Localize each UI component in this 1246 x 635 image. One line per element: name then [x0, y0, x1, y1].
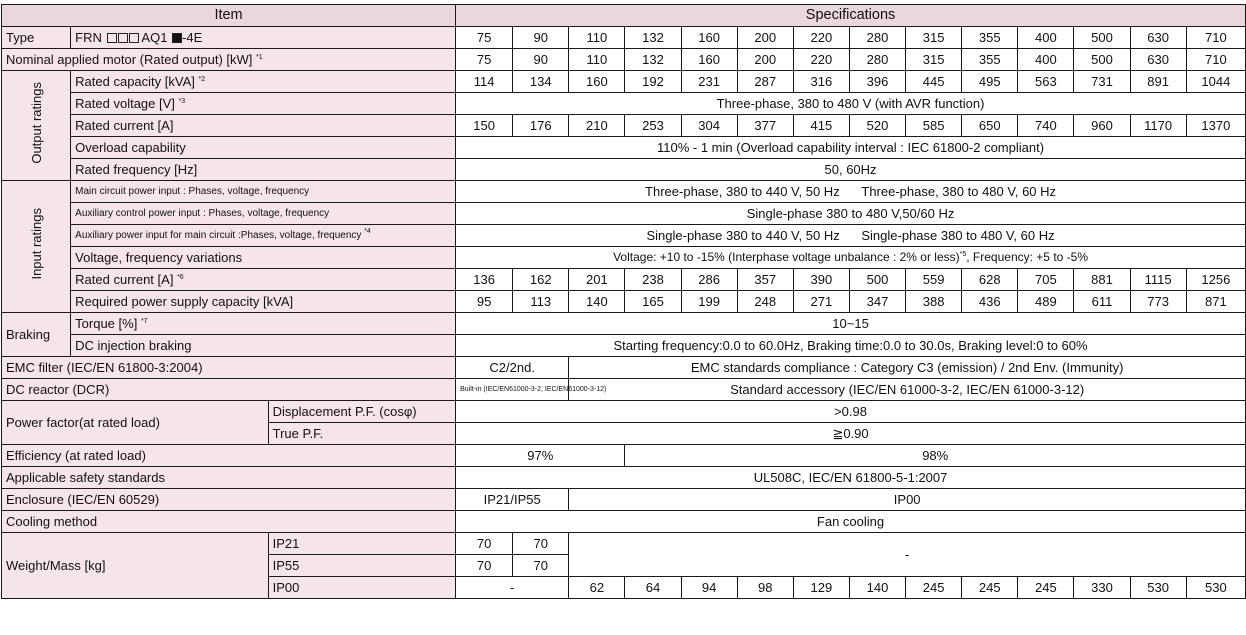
motor-value: 315 — [906, 49, 962, 71]
efficiency-row — [2, 445, 1246, 467]
torque-row — [2, 313, 1246, 335]
frequency-value: 50, 60Hz — [456, 159, 1246, 181]
input-current-value: 1115 — [1130, 269, 1186, 291]
capacity-value: 445 — [906, 71, 962, 93]
safety-row — [2, 467, 1246, 489]
motor-value: 110 — [569, 49, 625, 71]
input-current-value: 390 — [793, 269, 849, 291]
supply-value: 140 — [569, 291, 625, 313]
motor-value: 90 — [513, 49, 569, 71]
type-value: 132 — [625, 27, 681, 49]
input-current-value: 238 — [625, 269, 681, 291]
emc-label: EMC filter (IEC/EN 61800-3:2004) — [2, 357, 456, 379]
type-value: 630 — [1130, 27, 1186, 49]
variations-value: Voltage: +10 to -15% (Interphase voltage unbalance : 2% or less)$^{*5}$, Frequency: +5 to -5% — [456, 247, 1246, 269]
output-current-value: 740 — [1018, 115, 1074, 137]
aux-main-value: Single-phase 380 to 440 V, 50 Hz Single-phase 380 to 480 V, 60 Hz — [456, 225, 1246, 247]
motor-value: 710 — [1186, 49, 1245, 71]
supply-label: Required power supply capacity [kVA] — [71, 291, 456, 313]
variations-label: Voltage, frequency variations — [71, 247, 456, 269]
weight-ip00-value: 245 — [906, 577, 962, 599]
output-current-value: 415 — [793, 115, 849, 137]
weight-ip21-value: 70 — [456, 533, 513, 555]
input-current-value: 1256 — [1186, 269, 1245, 291]
weight-ip55-value: 70 — [513, 555, 569, 577]
dcr-label: DC reactor (DCR) — [2, 379, 456, 401]
empty-box-icon — [129, 33, 139, 43]
input-current-value: 559 — [906, 269, 962, 291]
cooling-label: Cooling method — [2, 511, 456, 533]
output-current-value: 650 — [962, 115, 1018, 137]
cooling-value: Fan cooling — [456, 511, 1246, 533]
model-prefix: FRN — [75, 30, 102, 45]
input-current-row — [2, 269, 1246, 291]
supply-value: 95 — [456, 291, 513, 313]
output-current-value: 150 — [456, 115, 513, 137]
main-power-value: Three-phase, 380 to 440 V, 50 Hz Three-phase, 380 to 480 V, 60 Hz — [456, 181, 1246, 203]
input-current-value: 136 — [456, 269, 513, 291]
aux-main-row — [2, 225, 1246, 247]
motor-value: 220 — [793, 49, 849, 71]
pf-true-label: True P.F. — [268, 423, 455, 445]
capacity-label: Rated capacity [kVA] $^{*2}$ — [71, 71, 456, 93]
pf-displacement-value: >0.98 — [456, 401, 1246, 423]
capacity-value: 134 — [513, 71, 569, 93]
frequency-label: Rated frequency [Hz] — [71, 159, 456, 181]
capacity-value: 316 — [793, 71, 849, 93]
type-row — [2, 27, 1246, 49]
capacity-value: 495 — [962, 71, 1018, 93]
weight-ip00-value: 245 — [962, 577, 1018, 599]
cooling-row — [2, 511, 1246, 533]
dc-braking-label: DC injection braking — [71, 335, 456, 357]
motor-value: 75 — [456, 49, 513, 71]
weight-ip00-value: 98 — [737, 577, 793, 599]
enclosure-value-b: IP00 — [569, 489, 1246, 511]
type-value: 90 — [513, 27, 569, 49]
capacity-value: 114 — [456, 71, 513, 93]
supply-value: 271 — [793, 291, 849, 313]
input-current-value: 162 — [513, 269, 569, 291]
type-value: 710 — [1186, 27, 1245, 49]
motor-value: 500 — [1074, 49, 1130, 71]
emc-value-b: EMC standards compliance : Category C3 (emission) / 2nd Env. (Immunity) — [569, 357, 1246, 379]
output-current-value: 377 — [737, 115, 793, 137]
motor-value: 400 — [1018, 49, 1074, 71]
torque-value: 10~15 — [456, 313, 1246, 335]
capacity-value: 192 — [625, 71, 681, 93]
type-value: 280 — [849, 27, 905, 49]
specifications-table — [1, 4, 1246, 599]
weight-ip00-value: 530 — [1130, 577, 1186, 599]
supply-value: 489 — [1018, 291, 1074, 313]
input-current-label: Rated current [A] $^{*6}$ — [71, 269, 456, 291]
supply-value: 871 — [1186, 291, 1245, 313]
motor-label: Nominal applied motor (Rated output) [kW] $^{*1}$ — [2, 49, 456, 71]
supply-value: 436 — [962, 291, 1018, 313]
supply-value: 773 — [1130, 291, 1186, 313]
emc-row — [2, 357, 1246, 379]
variations-row — [2, 247, 1246, 269]
supply-value: 347 — [849, 291, 905, 313]
output-voltage-row — [2, 93, 1246, 115]
output-current-value: 304 — [681, 115, 737, 137]
voltage-value: Three-phase, 380 to 480 V (with AVR function) — [456, 93, 1246, 115]
motor-value: 160 — [681, 49, 737, 71]
supply-value: 113 — [513, 291, 569, 313]
motor-value: 200 — [737, 49, 793, 71]
input-current-value: 201 — [569, 269, 625, 291]
output-current-row — [2, 115, 1246, 137]
output-current-value: 176 — [513, 115, 569, 137]
model-suffix: -4E — [182, 30, 203, 45]
capacity-value: 891 — [1130, 71, 1186, 93]
input-current-value: 357 — [737, 269, 793, 291]
weight-ip55-label: IP55 — [268, 555, 455, 577]
empty-box-icon — [107, 33, 117, 43]
braking-group: Braking — [2, 313, 71, 357]
capacity-value: 1044 — [1186, 71, 1245, 93]
pf-label: Power factor(at rated load) — [2, 401, 269, 445]
type-value: 200 — [737, 27, 793, 49]
type-value: 160 — [681, 27, 737, 49]
supply-value: 611 — [1074, 291, 1130, 313]
capacity-value: 287 — [737, 71, 793, 93]
output-current-value: 210 — [569, 115, 625, 137]
output-current-value: 520 — [849, 115, 905, 137]
supply-value: 199 — [681, 291, 737, 313]
dcr-row — [2, 379, 1246, 401]
dc-braking-value: Starting frequency:0.0 to 60.0Hz, Braking time:0.0 to 30.0s, Braking level:0 to 60% — [456, 335, 1246, 357]
capacity-value: 231 — [681, 71, 737, 93]
output-current-value: 253 — [625, 115, 681, 137]
input-current-value: 705 — [1018, 269, 1074, 291]
motor-value: 630 — [1130, 49, 1186, 71]
item-header: Item — [2, 5, 456, 27]
output-ratings-group: Output ratings — [2, 71, 71, 181]
efficiency-value-a: 97% — [456, 445, 625, 467]
safety-label: Applicable safety standards — [2, 467, 456, 489]
overload-label: Overload capability — [71, 137, 456, 159]
output-current-label: Rated current [A] — [71, 115, 456, 137]
output-current-value: 960 — [1074, 115, 1130, 137]
weight-ip00-value: 245 — [1018, 577, 1074, 599]
type-value: 500 — [1074, 27, 1130, 49]
aux-main-label: Auxiliary power input for main circuit :Phases, voltage, frequency $^{*4}$ — [71, 225, 456, 247]
overload-value: 110% - 1 min (Overload capability interval : IEC 61800-2 compliant) — [456, 137, 1246, 159]
motor-row — [2, 49, 1246, 71]
supply-row — [2, 291, 1246, 313]
motor-value: 355 — [962, 49, 1018, 71]
capacity-value: 563 — [1018, 71, 1074, 93]
output-current-value: 1170 — [1130, 115, 1186, 137]
dc-braking-row — [2, 335, 1246, 357]
safety-value: UL508C, IEC/EN 61800-5-1:2007 — [456, 467, 1246, 489]
dcr-value-a: Built-in (IEC/EN61000-3-2, IEC/EN61000-3-12) — [456, 379, 569, 401]
weight-dash: - — [569, 533, 1246, 577]
overload-row — [2, 137, 1246, 159]
type-value: 220 — [793, 27, 849, 49]
weight-ip21-value: 70 — [513, 533, 569, 555]
weight-ip55-value: 70 — [456, 555, 513, 577]
motor-value: 132 — [625, 49, 681, 71]
torque-label: Torque [%] $^{*7}$ — [71, 313, 456, 335]
type-value: 110 — [569, 27, 625, 49]
efficiency-label: Efficiency (at rated load) — [2, 445, 456, 467]
type-label: Type — [2, 27, 71, 49]
specifications-header: Specifications — [456, 5, 1246, 27]
input-current-value: 286 — [681, 269, 737, 291]
weight-ip00-value: 94 — [681, 577, 737, 599]
model-mid: AQ1 — [141, 30, 168, 45]
input-current-value: 628 — [962, 269, 1018, 291]
input-ratings-group: Input ratings — [2, 181, 71, 313]
header-row — [2, 5, 1246, 27]
supply-value: 165 — [625, 291, 681, 313]
weight-ip00-value: 64 — [625, 577, 681, 599]
type-model — [71, 27, 456, 49]
frequency-row — [2, 159, 1246, 181]
pf-displacement-label: Displacement P.F. (cosφ) — [268, 401, 455, 423]
output-capacity-row — [2, 71, 1246, 93]
enclosure-label: Enclosure (IEC/EN 60529) — [2, 489, 456, 511]
weight-ip00-value: 62 — [569, 577, 625, 599]
type-value: 315 — [906, 27, 962, 49]
pf-displacement-row — [2, 401, 1246, 423]
aux-control-row — [2, 203, 1246, 225]
type-value: 75 — [456, 27, 513, 49]
weight-label: Weight/Mass [kg] — [2, 533, 269, 599]
weight-ip21-row — [2, 533, 1246, 555]
motor-value: 280 — [849, 49, 905, 71]
capacity-value: 731 — [1074, 71, 1130, 93]
weight-ip00-label: IP00 — [268, 577, 455, 599]
enclosure-row — [2, 489, 1246, 511]
aux-control-value: Single-phase 380 to 480 V,50/60 Hz — [456, 203, 1246, 225]
weight-ip21-label: IP21 — [268, 533, 455, 555]
filled-box-icon — [172, 33, 182, 43]
weight-ip00-value: 140 — [849, 577, 905, 599]
empty-box-icon — [118, 33, 128, 43]
supply-value: 388 — [906, 291, 962, 313]
voltage-label: Rated voltage [V] $^{*3}$ — [71, 93, 456, 115]
capacity-value: 160 — [569, 71, 625, 93]
main-power-row — [2, 181, 1246, 203]
weight-ip00-value: 530 — [1186, 577, 1245, 599]
output-current-value: 1370 — [1186, 115, 1245, 137]
weight-ip00-value: 330 — [1074, 577, 1130, 599]
output-current-value: 585 — [906, 115, 962, 137]
type-value: 400 — [1018, 27, 1074, 49]
main-power-label: Main circuit power input : Phases, voltage, frequency — [71, 181, 456, 203]
weight-ip00-value: 129 — [793, 577, 849, 599]
weight-ip00-dash: - — [456, 577, 569, 599]
pf-true-value: ≧0.90 — [456, 423, 1246, 445]
supply-value: 248 — [737, 291, 793, 313]
efficiency-value-b: 98% — [625, 445, 1246, 467]
type-value: 355 — [962, 27, 1018, 49]
aux-control-label: Auxiliary control power input : Phases, voltage, frequency — [71, 203, 456, 225]
dcr-value-b: Standard accessory (IEC/EN 61000-3-2, IEC/EN 61000-3-12) — [569, 379, 1246, 401]
input-current-value: 881 — [1074, 269, 1130, 291]
input-current-value: 500 — [849, 269, 905, 291]
enclosure-value-a: IP21/IP55 — [456, 489, 569, 511]
emc-value-a: C2/2nd. — [456, 357, 569, 379]
capacity-value: 396 — [849, 71, 905, 93]
